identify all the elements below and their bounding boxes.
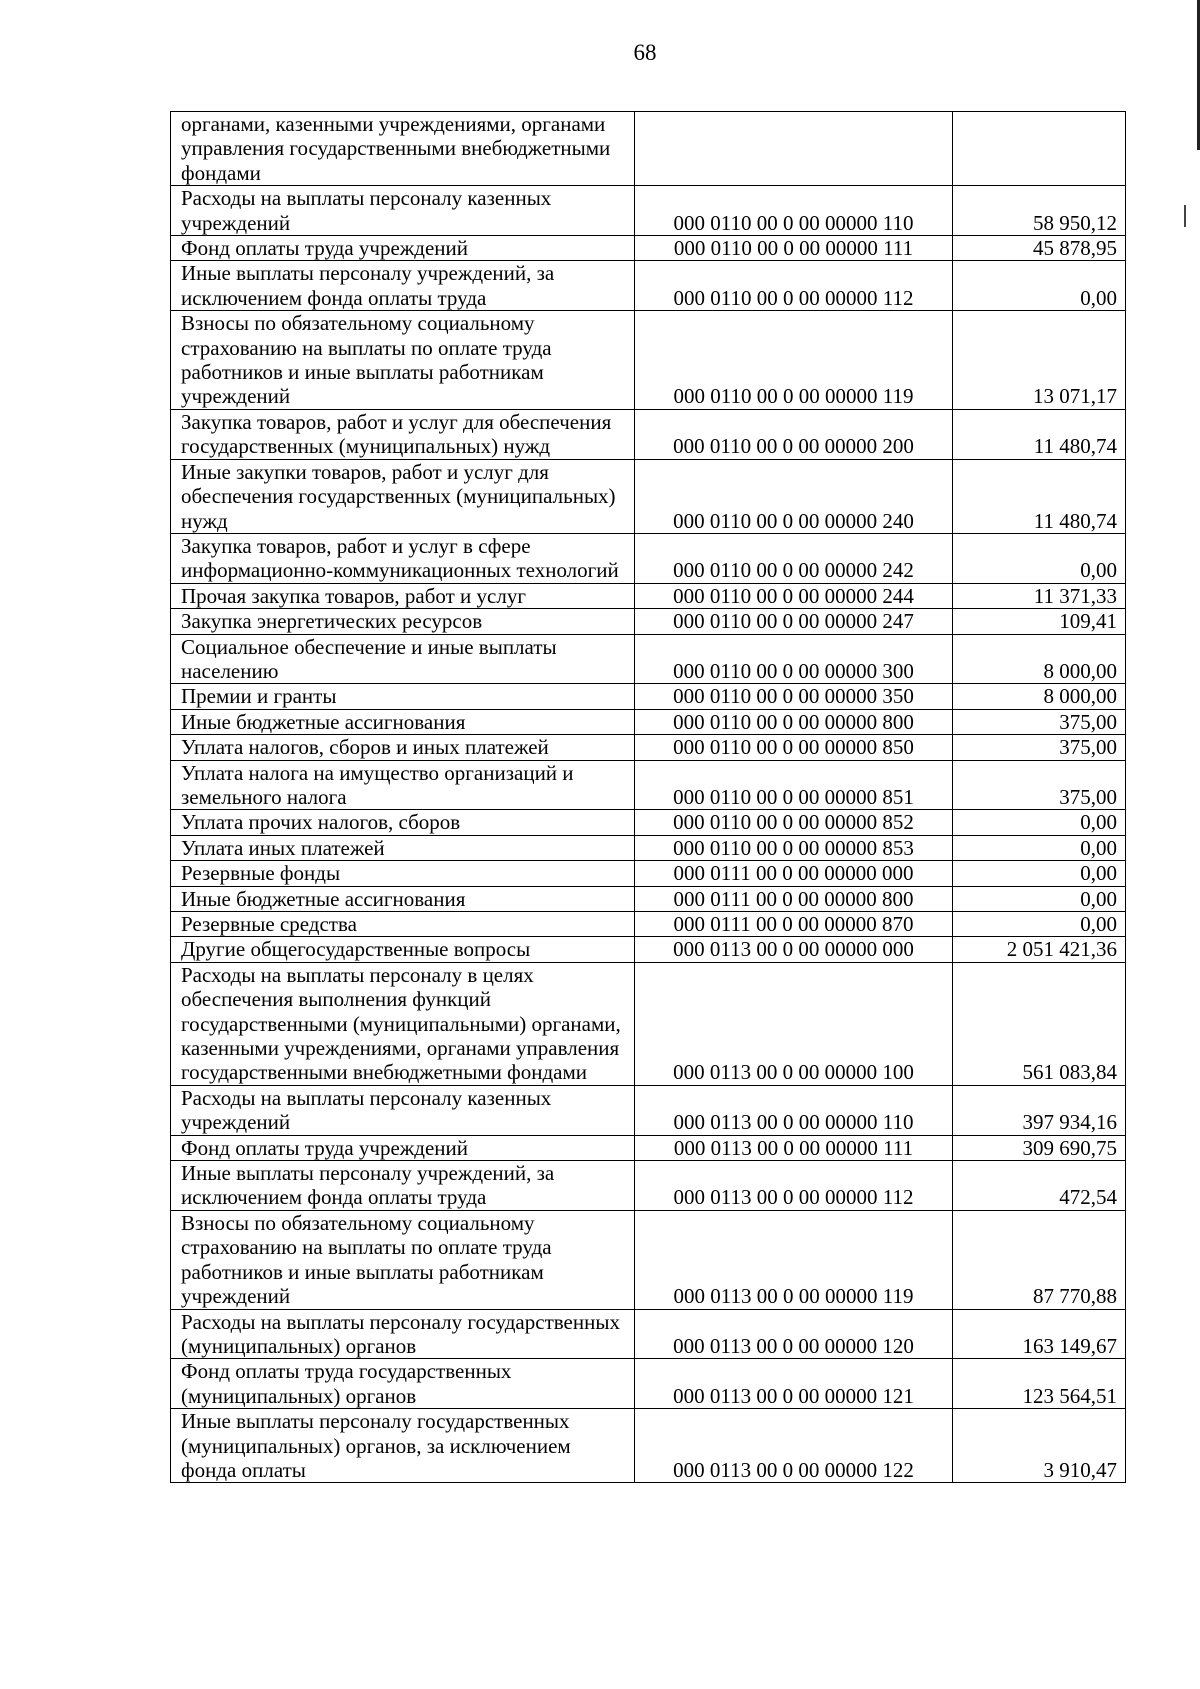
table-row xyxy=(171,835,1126,860)
row-name-cell: Уплата иных платежей xyxy=(171,835,635,860)
row-sum-cell: 163 149,67 xyxy=(953,1309,1126,1359)
table-row xyxy=(171,236,1126,261)
row-code-cell: 000 0110 00 0 00 00000 300 xyxy=(635,634,953,684)
row-sum-cell: 11 480,74 xyxy=(953,459,1126,533)
row-name-cell: Прочая закупка товаров, работ и услуг xyxy=(171,583,635,608)
row-code-cell: 000 0113 00 0 00 00000 100 xyxy=(635,962,953,1085)
row-code-cell: 000 0111 00 0 00 00000 800 xyxy=(635,886,953,911)
table-row xyxy=(171,912,1126,937)
row-name-cell: Уплата налога на имущество организаций и земельного налога xyxy=(171,760,635,810)
row-sum-cell: 472,54 xyxy=(953,1161,1126,1211)
table-row xyxy=(171,1135,1126,1160)
row-code-cell: 000 0110 00 0 00 00000 240 xyxy=(635,459,953,533)
table-row xyxy=(171,861,1126,886)
page-number: 68 xyxy=(633,40,657,65)
row-code-cell xyxy=(635,112,953,186)
budget-table-body xyxy=(171,112,1126,1483)
table-row xyxy=(171,311,1126,410)
table-row xyxy=(171,684,1126,709)
table-row xyxy=(171,1409,1126,1483)
budget-table xyxy=(170,111,1126,1483)
row-code-cell: 000 0113 00 0 00 00000 119 xyxy=(635,1210,953,1309)
row-code-cell: 000 0110 00 0 00 00000 110 xyxy=(635,186,953,236)
row-sum-cell: 0,00 xyxy=(953,810,1126,835)
table-row xyxy=(171,459,1126,533)
row-sum-cell: 0,00 xyxy=(953,861,1126,886)
scan-edge-tick xyxy=(1184,205,1186,227)
row-code-cell: 000 0111 00 0 00 00000 870 xyxy=(635,912,953,937)
row-code-cell: 000 0113 00 0 00 00000 120 xyxy=(635,1309,953,1359)
table-row xyxy=(171,760,1126,810)
row-sum-cell: 0,00 xyxy=(953,261,1126,311)
row-code-cell: 000 0110 00 0 00 00000 119 xyxy=(635,311,953,410)
row-name-cell: Фонд оплаты труда учреждений xyxy=(171,236,635,261)
table-row xyxy=(171,261,1126,311)
row-sum-cell: 397 934,16 xyxy=(953,1085,1126,1135)
row-sum-cell: 109,41 xyxy=(953,609,1126,634)
table-row xyxy=(171,533,1126,583)
row-code-cell: 000 0110 00 0 00 00000 247 xyxy=(635,609,953,634)
row-name-cell: Расходы на выплаты персоналу казенных учреждений xyxy=(171,1085,635,1135)
table-row xyxy=(171,962,1126,1085)
row-sum-cell: 8 000,00 xyxy=(953,634,1126,684)
row-name-cell: Взносы по обязательному социальному страхованию на выплаты по оплате труда работников и иные выплаты работникам учреждений xyxy=(171,311,635,410)
table-row xyxy=(171,1359,1126,1409)
row-name-cell: Иные выплаты персоналу учреждений, за исключением фонда оплаты труда xyxy=(171,261,635,311)
row-sum-cell: 45 878,95 xyxy=(953,236,1126,261)
row-name-cell: Взносы по обязательному социальному страхованию на выплаты по оплате труда работников и иные выплаты работникам учреждений xyxy=(171,1210,635,1309)
row-code-cell: 000 0110 00 0 00 00000 112 xyxy=(635,261,953,311)
row-sum-cell: 11 480,74 xyxy=(953,409,1126,459)
table-row xyxy=(171,609,1126,634)
row-code-cell: 000 0113 00 0 00 00000 000 xyxy=(635,937,953,962)
row-name-cell: Иные бюджетные ассигнования xyxy=(171,709,635,734)
row-code-cell: 000 0110 00 0 00 00000 800 xyxy=(635,709,953,734)
table-row xyxy=(171,709,1126,734)
row-name-cell: Иные выплаты персоналу учреждений, за исключением фонда оплаты труда xyxy=(171,1161,635,1211)
row-sum-cell: 0,00 xyxy=(953,912,1126,937)
table-row xyxy=(171,886,1126,911)
row-name-cell: Расходы на выплаты персоналу в целях обеспечения выполнения функций государственными (муниципальными) органами, казенными учреждениями, органами управления государственными внебюджетными фондами xyxy=(171,962,635,1085)
row-sum-cell: 375,00 xyxy=(953,760,1126,810)
row-code-cell: 000 0113 00 0 00 00000 121 xyxy=(635,1359,953,1409)
row-name-cell: Резервные фонды xyxy=(171,861,635,886)
row-name-cell: Закупка товаров, работ и услуг в сфере информационно-коммуникационных технологий xyxy=(171,533,635,583)
row-code-cell: 000 0110 00 0 00 00000 350 xyxy=(635,684,953,709)
row-code-cell: 000 0110 00 0 00 00000 111 xyxy=(635,236,953,261)
table-row xyxy=(171,186,1126,236)
table-row xyxy=(171,810,1126,835)
row-sum-cell: 3 910,47 xyxy=(953,1409,1126,1483)
row-name-cell: Уплата налогов, сборов и иных платежей xyxy=(171,735,635,760)
row-sum-cell: 123 564,51 xyxy=(953,1359,1126,1409)
row-name-cell: Закупка энергетических ресурсов xyxy=(171,609,635,634)
row-sum-cell: 2 051 421,36 xyxy=(953,937,1126,962)
row-name-cell: Фонд оплаты труда государственных (муниципальных) органов xyxy=(171,1359,635,1409)
row-name-cell: Закупка товаров, работ и услуг для обеспечения государственных (муниципальных) нужд xyxy=(171,409,635,459)
row-name-cell: Премии и гранты xyxy=(171,684,635,709)
row-code-cell: 000 0111 00 0 00 00000 000 xyxy=(635,861,953,886)
table-row xyxy=(171,409,1126,459)
row-name-cell: Расходы на выплаты персоналу казенных учреждений xyxy=(171,186,635,236)
row-code-cell: 000 0113 00 0 00 00000 111 xyxy=(635,1135,953,1160)
row-sum-cell: 8 000,00 xyxy=(953,684,1126,709)
row-code-cell: 000 0113 00 0 00 00000 112 xyxy=(635,1161,953,1211)
table-row xyxy=(171,1161,1126,1211)
row-code-cell: 000 0110 00 0 00 00000 852 xyxy=(635,810,953,835)
row-name-cell: Иные выплаты персоналу государственных (муниципальных) органов, за исключением фонда оплаты xyxy=(171,1409,635,1483)
row-sum-cell: 13 071,17 xyxy=(953,311,1126,410)
row-code-cell: 000 0110 00 0 00 00000 200 xyxy=(635,409,953,459)
table-row xyxy=(171,937,1126,962)
table-row xyxy=(171,1085,1126,1135)
row-sum-cell: 375,00 xyxy=(953,709,1126,734)
row-name-cell: Иные закупки товаров, работ и услуг для обеспечения государственных (муниципальных) нужд xyxy=(171,459,635,533)
row-sum-cell: 0,00 xyxy=(953,533,1126,583)
table-row xyxy=(171,1309,1126,1359)
row-sum-cell: 309 690,75 xyxy=(953,1135,1126,1160)
table-row xyxy=(171,634,1126,684)
table-row xyxy=(171,735,1126,760)
row-sum-cell: 87 770,88 xyxy=(953,1210,1126,1309)
row-name-cell: Расходы на выплаты персоналу государственных (муниципальных) органов xyxy=(171,1309,635,1359)
row-name-cell: Другие общегосударственные вопросы xyxy=(171,937,635,962)
row-sum-cell xyxy=(953,112,1126,186)
budget-table-wrapper xyxy=(170,111,1125,1483)
table-row xyxy=(171,1210,1126,1309)
row-sum-cell: 561 083,84 xyxy=(953,962,1126,1085)
table-row xyxy=(171,583,1126,608)
row-name-cell: Уплата прочих налогов, сборов xyxy=(171,810,635,835)
row-sum-cell: 11 371,33 xyxy=(953,583,1126,608)
row-name-cell: Резервные средства xyxy=(171,912,635,937)
row-sum-cell: 0,00 xyxy=(953,835,1126,860)
row-code-cell: 000 0110 00 0 00 00000 850 xyxy=(635,735,953,760)
row-sum-cell: 58 950,12 xyxy=(953,186,1126,236)
row-name-cell: Иные бюджетные ассигнования xyxy=(171,886,635,911)
row-code-cell: 000 0110 00 0 00 00000 242 xyxy=(635,533,953,583)
row-sum-cell: 0,00 xyxy=(953,886,1126,911)
row-code-cell: 000 0110 00 0 00 00000 853 xyxy=(635,835,953,860)
row-code-cell: 000 0110 00 0 00 00000 851 xyxy=(635,760,953,810)
row-code-cell: 000 0113 00 0 00 00000 122 xyxy=(635,1409,953,1483)
row-code-cell: 000 0113 00 0 00 00000 110 xyxy=(635,1085,953,1135)
table-row xyxy=(171,112,1126,186)
row-code-cell: 000 0110 00 0 00 00000 244 xyxy=(635,583,953,608)
row-name-cell: органами, казенными учреждениями, органами управления государственными внебюджетными фондами xyxy=(171,112,635,186)
row-name-cell: Фонд оплаты труда учреждений xyxy=(171,1135,635,1160)
row-sum-cell: 375,00 xyxy=(953,735,1126,760)
row-name-cell: Социальное обеспечение и иные выплаты населению xyxy=(171,634,635,684)
